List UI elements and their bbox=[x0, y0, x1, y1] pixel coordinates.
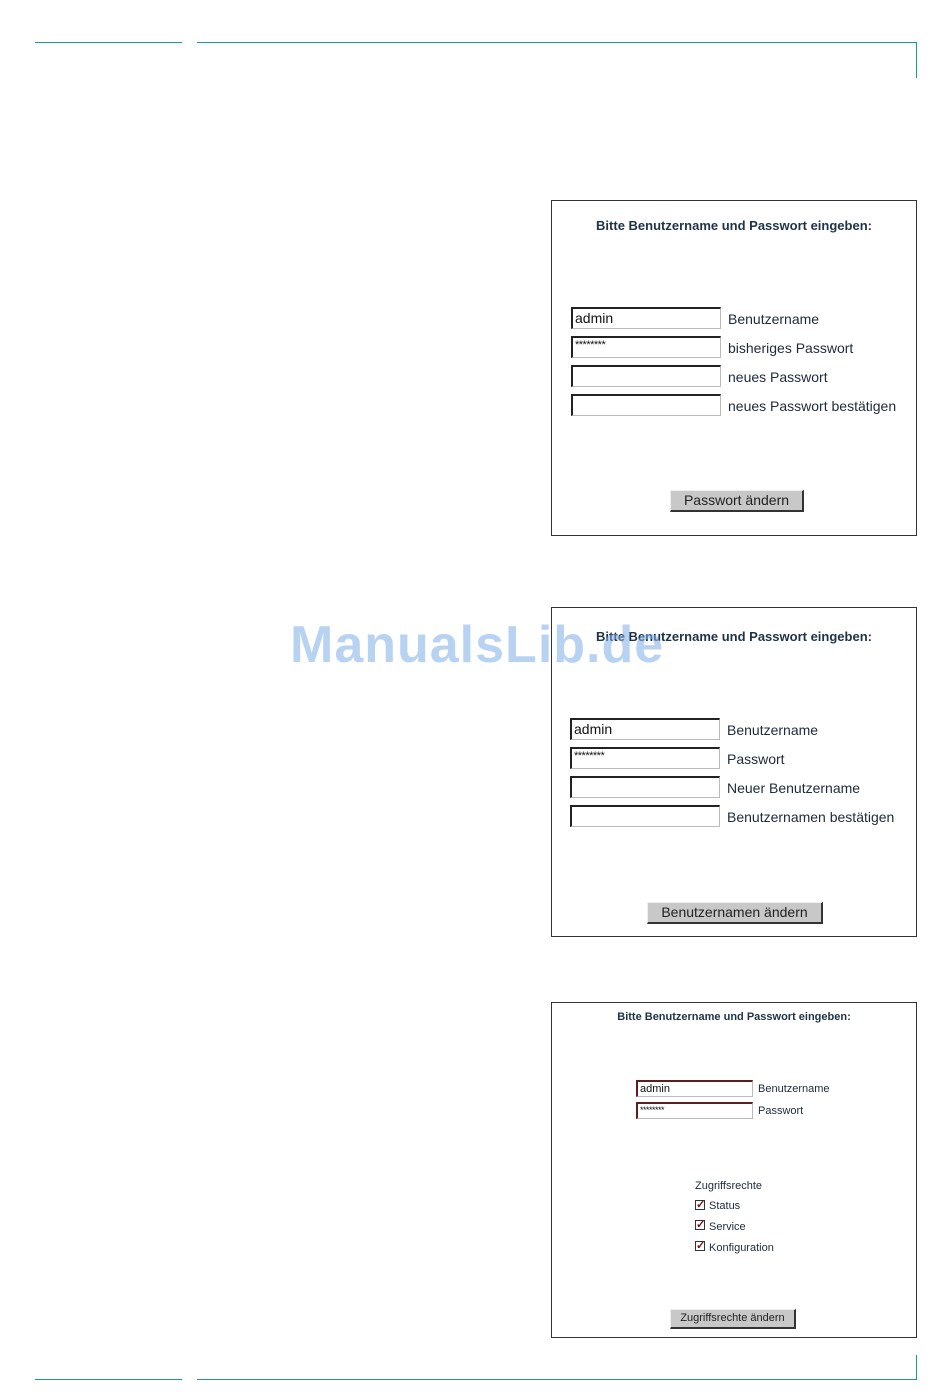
new-username-field[interactable] bbox=[570, 776, 720, 798]
username-field[interactable]: admin bbox=[636, 1080, 753, 1097]
bottom-rule-tick bbox=[916, 1355, 917, 1380]
password-field[interactable]: ******** bbox=[570, 747, 720, 769]
password-label: Passwort bbox=[758, 1105, 804, 1117]
top-rule-tick bbox=[916, 42, 917, 78]
panel-title: Bitte Benutzername und Passwort eingeben: bbox=[617, 1011, 851, 1023]
confirm-password-field[interactable] bbox=[571, 394, 721, 416]
access-rights-panel bbox=[551, 1002, 917, 1338]
panel-title: Bitte Benutzername und Passwort eingeben: bbox=[596, 218, 872, 233]
confirm-password-label: neues Passwort bestätigen bbox=[728, 398, 897, 414]
new-password-label: neues Passwort bbox=[728, 369, 828, 385]
service-label: Service bbox=[709, 1221, 746, 1233]
confirm-username-label: Benutzernamen bestätigen bbox=[727, 809, 895, 825]
confirm-username-field[interactable] bbox=[570, 805, 720, 827]
change-password-button[interactable]: Passwort ändern bbox=[670, 490, 804, 512]
old-password-label: bisheriges Passwort bbox=[728, 340, 854, 356]
old-password-field[interactable]: ******** bbox=[571, 336, 721, 358]
username-label: Benutzername bbox=[728, 311, 820, 327]
access-rights-heading: Zugriffsrechte bbox=[695, 1180, 763, 1192]
new-username-label: Neuer Benutzername bbox=[727, 780, 861, 796]
username-field[interactable]: admin bbox=[570, 718, 720, 740]
bottom-rule-left bbox=[35, 1379, 182, 1380]
bottom-rule-right bbox=[197, 1379, 917, 1380]
top-rule-left bbox=[35, 42, 182, 43]
username-field[interactable]: admin bbox=[571, 307, 721, 329]
watermark: ManualsLib.de bbox=[290, 616, 665, 674]
new-password-field[interactable] bbox=[571, 365, 721, 387]
username-label: Benutzername bbox=[758, 1083, 830, 1095]
password-field[interactable]: ******** bbox=[636, 1102, 753, 1119]
panel-title: Bitte Benutzername und Passwort eingeben: bbox=[596, 629, 872, 644]
change-access-rights-button[interactable]: Zugriffsrechte ändern bbox=[670, 1309, 796, 1329]
password-label: Passwort bbox=[727, 751, 785, 767]
configuration-checkbox[interactable]: ✓ bbox=[696, 1240, 706, 1252]
status-checkbox[interactable]: ✓ bbox=[696, 1199, 706, 1211]
service-checkbox[interactable]: ✓ bbox=[696, 1219, 706, 1231]
status-label: Status bbox=[709, 1200, 741, 1212]
change-password-panel bbox=[551, 200, 917, 536]
configuration-label: Konfiguration bbox=[709, 1242, 774, 1254]
top-rule-right bbox=[197, 42, 917, 43]
change-username-button[interactable]: Benutzernamen ändern bbox=[647, 902, 823, 924]
username-label: Benutzername bbox=[727, 722, 819, 738]
